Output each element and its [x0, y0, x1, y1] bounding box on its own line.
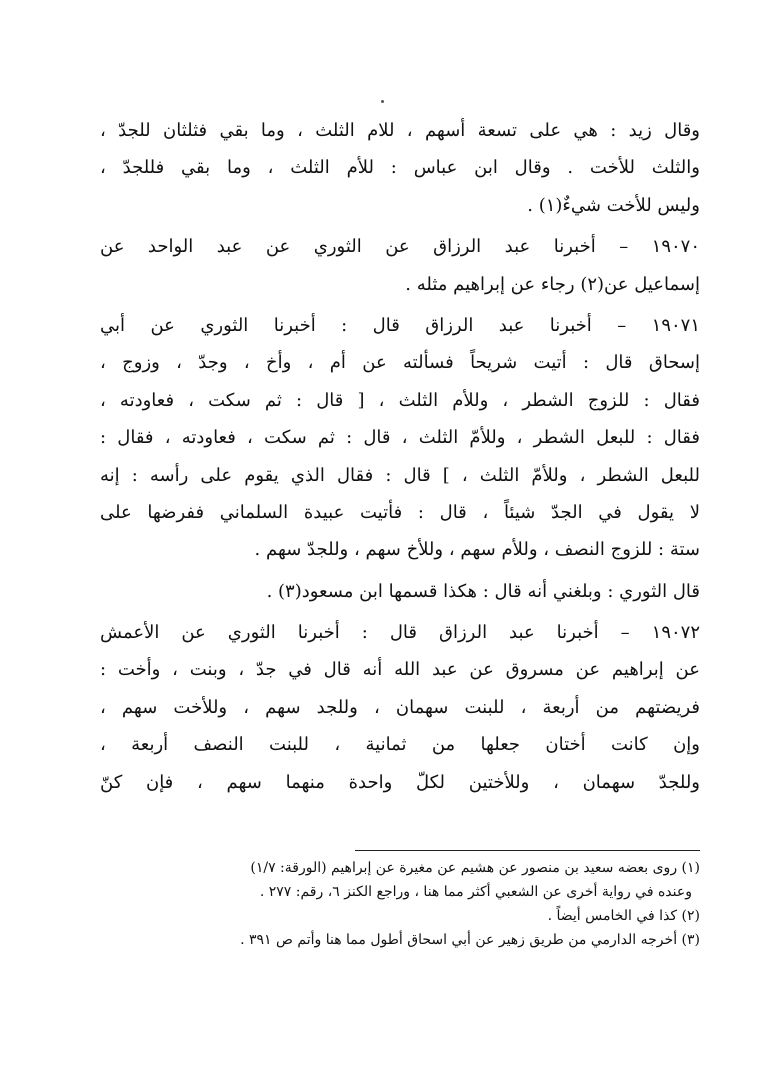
- footnote-1: (١) روى بعضه سعيد بن منصور عن هشيم عن مغيرة عن إبراهيم (الورقة: ١/٧): [250, 860, 700, 876]
- text-line: وقال زيد : هي على تسعة أسهم ، للام الثلث ، وما بقي فثلثان للجدّ ،: [100, 120, 700, 141]
- text-line: قال الثوري : وبلغني أنه قال : هكذا قسمها ابن مسعود(٣) .: [266, 580, 700, 602]
- text-line: إسحاق قال : أتيت شريحاً فسألته عن أم ، وأخ ، وجدّ ، وزوج ،: [100, 352, 700, 374]
- footnote-1-continued: وعنده في رواية أخرى عن الشعبي أكثر مما هنا ، وراجع الكنز ٦، رقم: ٢٧٧ .: [259, 884, 692, 900]
- footnote-2: (٢) كذا في الخامس أيضاً .: [547, 908, 700, 924]
- text-line: عن إبراهيم عن مسروق عن عبد الله أنه قال في جدّ ، وبنت ، وأخت :: [100, 659, 700, 681]
- text-line: لا يقول في الجدّ شيئاً ، قال : فأتيت عبيدة السلماني ففرضها على: [100, 501, 700, 523]
- hadith-19072-line: ١٩٠٧٢ – أخبرنا عبد الرزاق قال : أخبرنا الثوري عن الأعمش: [100, 622, 700, 644]
- text-line: وللجدّ سهمان ، وللأختين لكلّ واحدة منهما سهم ، فإن كنّ: [100, 771, 700, 793]
- footnotes: [100, 856, 700, 952]
- text-line: فقال : للبعل الشطر ، وللأمّ الثلث ، قال : ثم سكت ، فعاودته ، فقال :: [100, 427, 700, 449]
- text-line: وإن كانت أختان جعلها من ثمانية ، للبنت النصف أربعة ،: [100, 734, 700, 756]
- text-line: فريضتهم من أربعة ، للبنت سهمان ، وللجد سهم ، وللأخت سهم ،: [100, 696, 700, 718]
- text-line: فقال : للزوج الشطر ، وللأم الثلث ، [ قال : ثم سكت ، فعاودته ،: [100, 389, 700, 411]
- page-mark: [381, 100, 384, 103]
- hadith-19071-line: ١٩٠٧١ – أخبرنا عبد الرزاق قال : أخبرنا الثوري عن أبي: [100, 314, 700, 336]
- footnote-divider: [355, 850, 700, 851]
- text-line: للبعل الشطر ، وللأمّ الثلث ، ] قال : فقال الذي يقوم على رأسه : إنه: [100, 464, 700, 486]
- main-text: [100, 112, 700, 801]
- hadith-19070-line: ١٩٠٧٠ – أخبرنا عبد الرزاق عن الثوري عن عبد الواحد عن: [100, 236, 700, 258]
- footnote-3: (٣) أخرجه الدارمي من طريق زهير عن أبي اسحاق أطول مما هنا وأتم ص ٣٩١ .: [240, 932, 700, 948]
- text-line: وليس للأخت شيءٌ(١) .: [527, 194, 700, 216]
- text-line: والثلث للأخت . وقال ابن عباس : للأم الثلث ، وما بقي فللجدّ ،: [100, 157, 700, 179]
- text-line: إسماعيل عن(٢) رجاء عن إبراهيم مثله .: [405, 273, 700, 295]
- text-line: ستة : للزوج النصف ، وللأم سهم ، وللأخ سهم ، وللجدّ سهم .: [254, 539, 700, 561]
